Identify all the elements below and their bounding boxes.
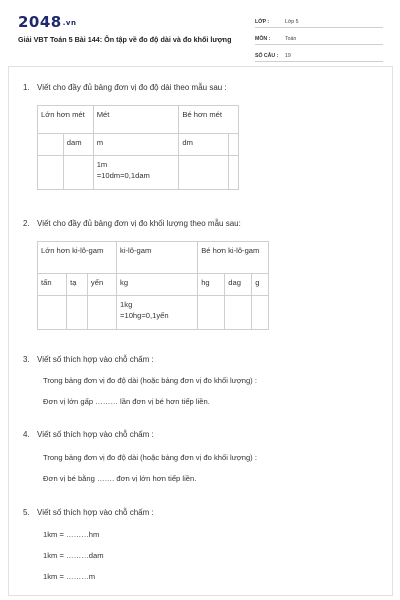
meta-row-subject <box>255 30 383 45</box>
question-text: Viết cho đầy đủ bảng đơn vị đo độ dài theo mẫu sau : <box>37 83 227 92</box>
question-4-line: Trong bảng đơn vị đo độ dài (hoặc bảng đơn vị đo khối lượng) : <box>43 453 257 462</box>
mass-unit-table <box>37 241 269 330</box>
question-number: 2. <box>23 219 30 228</box>
example-cell-empty <box>179 156 229 190</box>
example-line: 1m <box>96 160 108 169</box>
question-5-line: 1km = ………hm <box>43 530 100 539</box>
meta-key: MÔN : <box>255 36 271 42</box>
example-cell-empty <box>229 156 239 190</box>
meta-row-class <box>255 13 383 28</box>
question-3 <box>23 355 154 364</box>
example-cell-empty <box>225 296 252 330</box>
unit-cell-dm: dm <box>179 134 229 156</box>
example-cell-empty <box>38 156 64 190</box>
meta-key: LỚP : <box>255 19 270 25</box>
question-2 <box>23 219 241 228</box>
group-meter: Mét <box>93 106 179 134</box>
question-5-line: 1km = ………dam <box>43 551 104 560</box>
question-text: Viết số thích hợp vào chỗ chấm : <box>37 508 154 517</box>
unit-cell-dag: dag <box>225 274 252 296</box>
unit-cell-ta: tạ <box>67 274 88 296</box>
question-1 <box>23 83 227 92</box>
document-title: Giải VBT Toán 5 Bài 144: Ôn tập về đo độ dài và đo khối lượng <box>18 35 232 44</box>
question-number: 5. <box>23 508 30 517</box>
page-header <box>0 0 400 70</box>
example-line: =10hg=0,1yến <box>120 311 169 320</box>
meta-value: Lớp 5 <box>285 19 299 25</box>
worksheet-page <box>8 66 393 596</box>
unit-cell-kg: kg <box>117 274 198 296</box>
question-number: 4. <box>23 430 30 439</box>
example-cell-empty <box>198 296 225 330</box>
question-5 <box>23 508 154 517</box>
meta-value: Toán <box>285 36 297 42</box>
question-4 <box>23 430 154 439</box>
group-larger-than-kilogram: Lớn hơn ki-lô-gam <box>38 242 117 274</box>
question-number: 1. <box>23 83 30 92</box>
group-kilogram: ki-lô-gam <box>117 242 198 274</box>
question-text: Viết cho đầy đủ bảng đơn vị đo khối lượng theo mẫu sau: <box>37 219 241 228</box>
example-cell-meter <box>93 156 179 190</box>
logo-text: 2048 <box>18 13 62 31</box>
example-cell-kilogram <box>117 296 198 330</box>
group-smaller-than-meter: Bé hơn mét <box>179 106 239 134</box>
group-smaller-than-kilogram: Bé hơn ki-lô-gam <box>198 242 269 274</box>
length-unit-table <box>37 105 239 190</box>
question-4-line: Đơn vị bé bằng ……. đơn vị lớn hơn tiếp liền. <box>43 474 197 483</box>
unit-cell-tan: tấn <box>38 274 67 296</box>
example-line: 1kg <box>120 300 133 309</box>
question-3-line: Đơn vị lớn gấp ……… lần đơn vị bé hơn tiếp liền. <box>43 397 210 406</box>
meta-row-count <box>255 47 383 62</box>
unit-cell-yen: yến <box>87 274 116 296</box>
question-3-line: Trong bảng đơn vị đo độ dài (hoặc bảng đơn vị đo khối lượng) : <box>43 376 257 385</box>
question-text: Viết số thích hợp vào chỗ chấm : <box>37 430 154 439</box>
unit-cell-m: m <box>93 134 179 156</box>
unit-cell-empty <box>229 134 239 156</box>
example-cell-empty <box>252 296 269 330</box>
question-5-line: 1km = ………m <box>43 572 96 581</box>
group-larger-than-meter: Lớn hơn mét <box>38 106 94 134</box>
question-number: 3. <box>23 355 30 364</box>
unit-cell-empty <box>38 134 64 156</box>
unit-cell-dam: dam <box>63 134 93 156</box>
meta-key: SỐ CÂU : <box>255 53 279 59</box>
example-cell-empty <box>38 296 67 330</box>
question-text: Viết số thích hợp vào chỗ chấm : <box>37 355 154 364</box>
example-cell-empty <box>67 296 88 330</box>
meta-info <box>255 13 383 64</box>
logo-tld: .vn <box>62 19 77 27</box>
example-cell-empty <box>63 156 93 190</box>
meta-value: 19 <box>285 53 291 59</box>
unit-cell-hg: hg <box>198 274 225 296</box>
unit-cell-g: g <box>252 274 269 296</box>
site-logo[interactable] <box>18 13 76 31</box>
example-cell-empty <box>87 296 116 330</box>
example-line: =10dm=0,1dam <box>96 171 150 180</box>
